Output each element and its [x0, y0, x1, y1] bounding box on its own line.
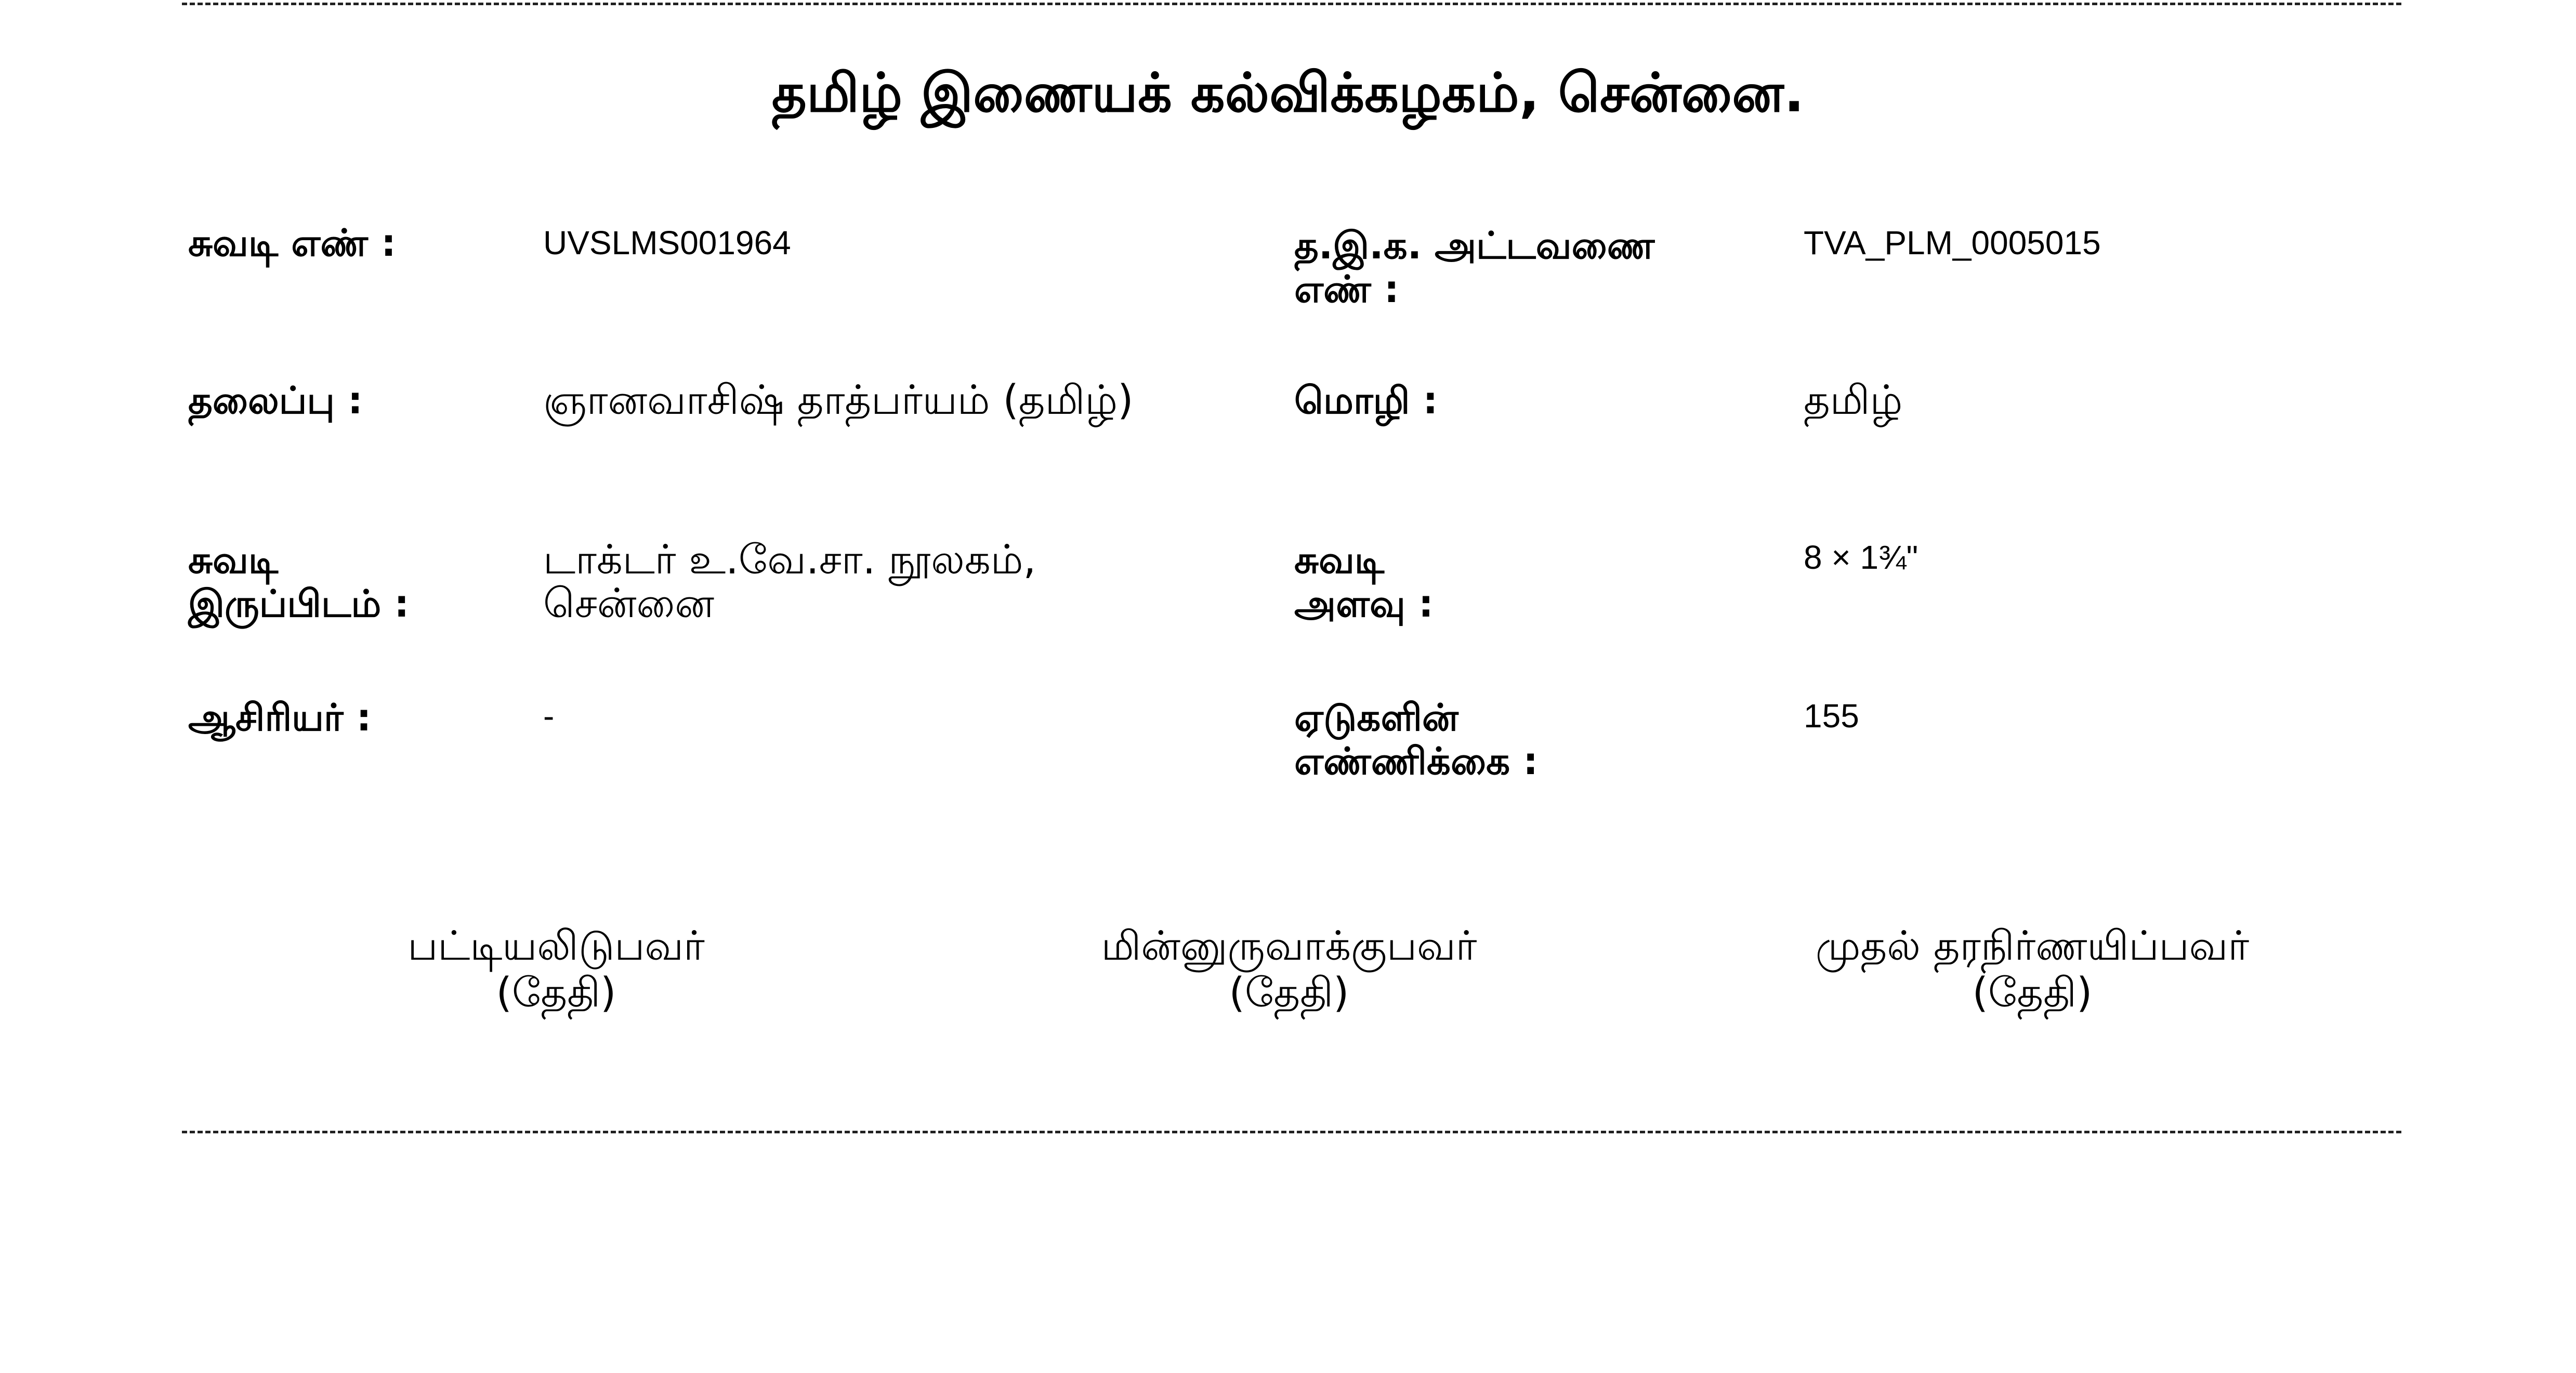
top-dashed-divider: [182, 3, 2401, 5]
catalog-number-label-line2: எண் :: [1294, 267, 1399, 311]
size-label: [1294, 538, 1434, 625]
manuscript-number-value: UVSLMS001964: [543, 224, 791, 261]
manuscript-number-label: சுவடி எண் :: [188, 221, 396, 265]
location-label-line1: சுவடி: [188, 538, 279, 582]
bottom-dashed-divider: [182, 1131, 2401, 1133]
author-label: ஆசிரியர் :: [188, 696, 372, 739]
catalog-number-label-line1: த.இ.க. அட்டவணை: [1294, 224, 1655, 267]
location-label-line2: இருப்பிடம் :: [188, 582, 410, 625]
language-label: மொழி :: [1294, 378, 1438, 422]
quality-checker-role: முதல் தரநிர்ணயிப்பவர்: [1815, 923, 2250, 970]
leaf-count-label-line1: ஏடுகளின்: [1294, 696, 1458, 739]
location-value: [543, 538, 1036, 625]
cataloguer-signature: [291, 923, 821, 1016]
quality-checker-signature: [1731, 923, 2334, 1016]
leaf-count-label-line2: எண்ணிக்கை :: [1294, 739, 1538, 783]
size-value: 8 × 1¾": [1804, 539, 1918, 576]
cataloguer-date: (தேதி): [496, 970, 616, 1016]
author-value: -: [543, 697, 555, 735]
page-title: தமிழ் இணையக் கல்விக்கழகம், சென்னை.: [771, 62, 1805, 124]
location-value-line2: சென்னை: [543, 580, 714, 627]
quality-checker-date: (தேதி): [1972, 970, 2093, 1016]
size-label-line1: சுவடி: [1294, 538, 1385, 582]
location-value-line1: டாக்டர் உ.வே.சா. நூலகம்,: [543, 537, 1036, 583]
title-field-label: தலைப்பு :: [188, 378, 363, 422]
language-value: தமிழ்: [1804, 377, 1903, 424]
catalog-number-value: TVA_PLM_0005015: [1804, 224, 2101, 261]
title-field-value: ஞானவாசிஷ் தாத்பர்யம் (தமிழ்): [543, 377, 1134, 424]
size-label-line2: அளவு :: [1294, 582, 1434, 625]
cataloguer-role: பட்டியலிடுபவர்: [408, 923, 705, 970]
location-label: [188, 538, 409, 625]
leaf-count-label: [1294, 696, 1538, 783]
catalog-number-label: [1294, 224, 1654, 311]
leaf-count-value: 155: [1804, 697, 1859, 735]
digitizer-date: (தேதி): [1229, 970, 1349, 1016]
digitizer-role: மின்னுருவாக்குபவர்: [1101, 923, 1477, 970]
digitizer-signature: [1024, 923, 1554, 1016]
